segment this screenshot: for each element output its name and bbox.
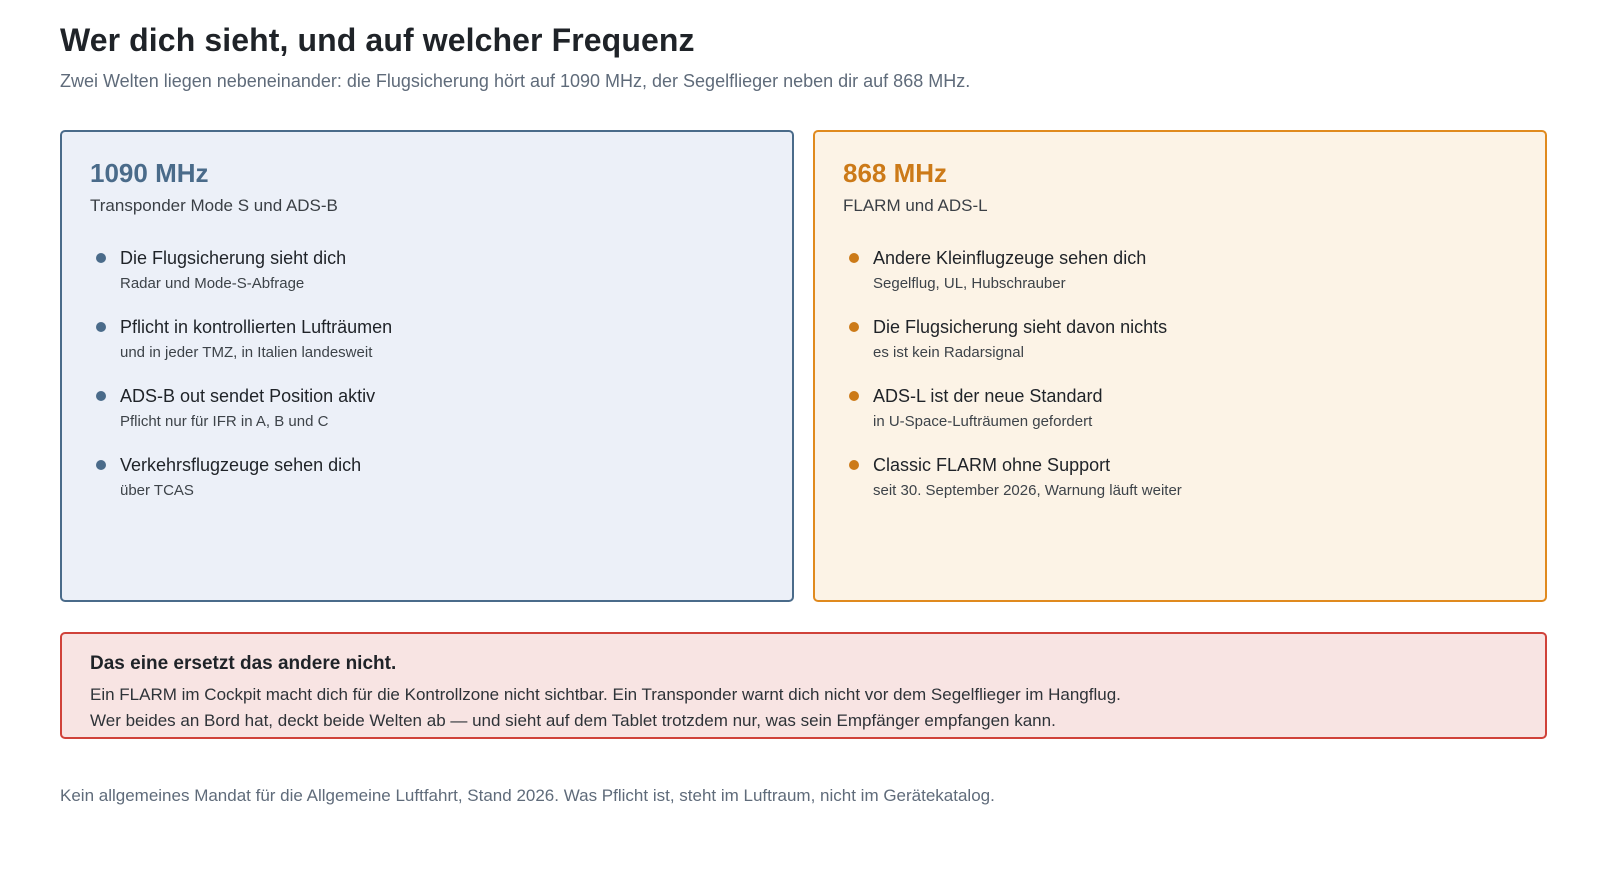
item-detail: es ist kein Radarsignal bbox=[873, 344, 1024, 361]
warning-callout bbox=[60, 632, 1547, 739]
item-title: Die Flugsicherung sieht davon nichts bbox=[873, 317, 1168, 337]
callout-text bbox=[90, 682, 1517, 734]
bullet-dot-icon bbox=[96, 322, 106, 332]
panel-subtitle: Transponder Mode S und ADS-B bbox=[90, 196, 338, 215]
item-detail: Pflicht nur für IFR in A, B und C bbox=[120, 413, 329, 430]
item-title: Die Flugsicherung sieht dich bbox=[120, 248, 347, 268]
feature-list bbox=[843, 246, 1517, 501]
bullet-dot-icon bbox=[96, 391, 106, 401]
item-detail: Radar und Mode-S-Abfrage bbox=[120, 275, 305, 292]
item-title: Classic FLARM ohne Support bbox=[873, 455, 1111, 475]
list-item bbox=[90, 453, 764, 501]
panel-1090-mhz bbox=[60, 130, 794, 602]
list-item bbox=[843, 384, 1517, 432]
item-title: Verkehrsflugzeuge sehen dich bbox=[120, 455, 362, 475]
bullet-dot-icon bbox=[849, 460, 859, 470]
panel-subtitle: FLARM und ADS-L bbox=[843, 196, 988, 215]
panel-title: 1090 MHz bbox=[90, 158, 209, 188]
callout-line-1: Ein FLARM im Cockpit macht dich für die Kontrollzone nicht sichtbar. Ein Transponder warnt dich nicht vor dem Segelflieger im Hangflug. bbox=[90, 685, 1121, 704]
item-detail: seit 30. September 2026, Warnung läuft weiter bbox=[873, 482, 1182, 499]
list-item bbox=[90, 384, 764, 432]
bullet-dot-icon bbox=[849, 391, 859, 401]
item-title: Pflicht in kontrollierten Lufträumen bbox=[120, 317, 393, 337]
callout-title: Das eine ersetzt das andere nicht. bbox=[90, 653, 397, 674]
item-detail: über TCAS bbox=[120, 482, 194, 499]
item-detail: und in jeder TMZ, in Italien landesweit bbox=[120, 344, 373, 361]
bullet-dot-icon bbox=[96, 253, 106, 263]
list-item bbox=[843, 315, 1517, 363]
item-detail: in U-Space-Lufträumen gefordert bbox=[873, 413, 1093, 430]
item-title: ADS-L ist der neue Standard bbox=[873, 386, 1103, 406]
bullet-dot-icon bbox=[96, 460, 106, 470]
panel-868-mhz bbox=[813, 130, 1547, 602]
footnote: Kein allgemeines Mandat für die Allgemeine Luftfahrt, Stand 2026. Was Pflicht ist, steht im Luftraum, nicht im Gerätekatalog. bbox=[60, 786, 995, 805]
item-title: Andere Kleinflugzeuge sehen dich bbox=[873, 248, 1147, 268]
bullet-dot-icon bbox=[849, 253, 859, 263]
list-item bbox=[843, 246, 1517, 294]
feature-list bbox=[90, 246, 764, 501]
bullet-dot-icon bbox=[849, 322, 859, 332]
callout-line-2: Wer beides an Bord hat, deckt beide Welten ab — und sieht auf dem Tablet trotzdem nur, was sein Empfänger empfangen kann. bbox=[90, 711, 1056, 730]
panel-title: 868 MHz bbox=[843, 158, 948, 188]
list-item bbox=[90, 246, 764, 294]
item-detail: Segelflug, UL, Hubschrauber bbox=[873, 275, 1066, 292]
list-item bbox=[843, 453, 1517, 501]
list-item bbox=[90, 315, 764, 363]
page-title: Wer dich sieht, und auf welcher Frequenz bbox=[60, 22, 695, 58]
page-subtitle: Zwei Welten liegen nebeneinander: die Flugsicherung hört auf 1090 MHz, der Segelflieger neben dir auf 868 MHz. bbox=[60, 71, 971, 91]
item-title: ADS-B out sendet Position aktiv bbox=[120, 386, 376, 406]
